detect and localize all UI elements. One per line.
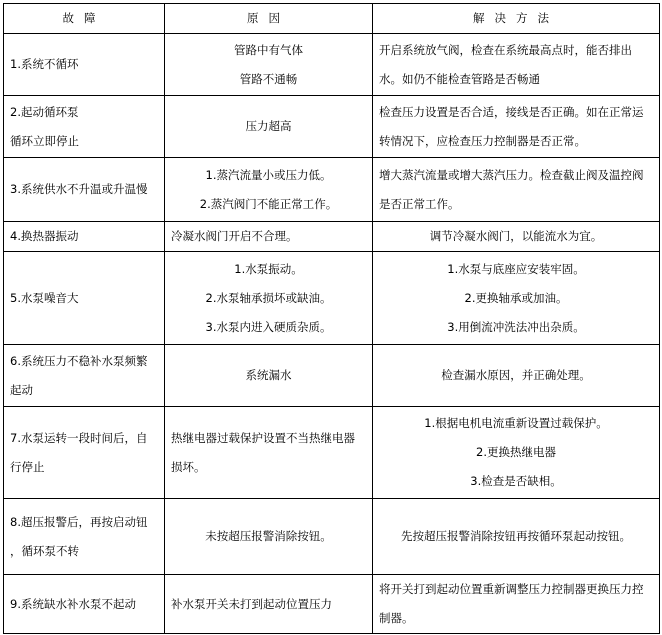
cause-text: 3.水泵内进入硬质杂质。 <box>205 319 332 334</box>
fault-text: 起动 <box>10 382 33 397</box>
cause-text: 2.水泵轴承损坏或缺油。 <box>205 290 332 305</box>
fault-text: 7.水泵运转一段时间后，自行停止 <box>10 430 148 474</box>
header-cause: 原因 <box>165 4 373 34</box>
troubleshooting-table <box>3 3 660 634</box>
cause-text: 热继电器过载保护设置不当热继电器损坏。 <box>171 430 355 474</box>
cause-cell <box>165 34 373 96</box>
cause-cell <box>165 499 373 575</box>
cause-cell <box>165 575 373 634</box>
header-row <box>4 4 660 34</box>
solution-cell <box>373 96 660 158</box>
fault-cell <box>4 34 165 96</box>
solution-cell <box>373 407 660 499</box>
cause-text: 未按超压报警消除按钮。 <box>205 529 332 543</box>
fault-text: 循环立即停止 <box>10 133 79 148</box>
fault-cell <box>4 345 165 407</box>
cause-text: 管路中有气体 <box>234 42 303 57</box>
solution-text: 2.更换轴承或加油。 <box>464 290 568 305</box>
cause-text: 1.蒸汽流量小或压力低。 <box>205 167 332 182</box>
table-row <box>4 575 660 634</box>
fault-text: 3.系统供水不升温或升温慢 <box>10 182 148 196</box>
cause-text: 管路不通畅 <box>239 71 298 86</box>
fault-cell <box>4 222 165 252</box>
table-row <box>4 34 660 96</box>
solution-text: 2.更换热继电器 <box>476 445 556 459</box>
fault-cell <box>4 252 165 345</box>
solution-text: 检查压力设置是否合适，接线是否正确。如在正常运转情况下，应检查压力控制器是否正常。 <box>379 104 644 148</box>
solution-text: 1.根据电机电流重新设置过载保护。 <box>424 416 608 430</box>
solution-text: 3.用倒流冲洗法冲出杂质。 <box>447 319 585 334</box>
fault-cell <box>4 96 165 158</box>
solution-text: 开启系统放气阀，检查在系统最高点时，能否排出水。如仍不能检查管路是否畅通 <box>379 42 632 86</box>
fault-text: ，循环泵不转 <box>10 543 79 558</box>
cause-text: 冷凝水阀门开启不合理。 <box>171 229 298 243</box>
fault-text: 5.水泵噪音大 <box>10 290 79 305</box>
solution-cell <box>373 499 660 575</box>
cause-text: 系统漏水 <box>245 368 292 382</box>
table-row <box>4 407 660 499</box>
solution-cell <box>373 345 660 407</box>
solution-text: 1.水泵与底座应安装牢固。 <box>447 261 585 276</box>
fault-cell <box>4 158 165 222</box>
fault-text: 2.起动循环泵 <box>10 104 79 119</box>
table-row <box>4 345 660 407</box>
table-row <box>4 252 660 345</box>
header-solution: 解决方法 <box>373 4 660 34</box>
fault-text: 9.系统缺水补水泵不起动 <box>10 596 136 611</box>
fault-text: 8.超压报警后，再按启动钮 <box>10 514 148 529</box>
solution-cell <box>373 34 660 96</box>
table-row <box>4 158 660 222</box>
solution-text: 增大蒸汽流量或增大蒸汽压力。检查截止阀及温控阀是否正常工作。 <box>379 167 644 211</box>
cause-cell <box>165 96 373 158</box>
table-row <box>4 222 660 252</box>
cause-text: 2.蒸汽阀门不能正常工作。 <box>199 196 338 211</box>
cause-cell <box>165 252 373 345</box>
solution-text: 检查漏水原因，并正确处理。 <box>441 368 591 382</box>
cause-text: 1.水泵振动。 <box>234 261 303 276</box>
table-row <box>4 499 660 575</box>
header-fault: 故障 <box>4 4 165 34</box>
solution-cell <box>373 158 660 222</box>
cause-cell <box>165 158 373 222</box>
cause-cell <box>165 345 373 407</box>
cause-cell <box>165 222 373 252</box>
solution-cell <box>373 252 660 345</box>
solution-text: 3.检查是否缺相。 <box>470 474 562 488</box>
fault-cell <box>4 407 165 499</box>
cause-text: 压力超高 <box>245 119 292 133</box>
fault-text: 6.系统压力不稳补水泵频繁 <box>10 353 148 368</box>
fault-text: 4.换热器振动 <box>10 229 79 243</box>
fault-text: 1.系统不循环 <box>10 57 79 71</box>
fault-cell <box>4 575 165 634</box>
solution-text: 调节冷凝水阀门，以能流水为宜。 <box>429 229 603 243</box>
cause-cell <box>165 407 373 499</box>
solution-text: 先按超压报警消除按钮再按循环泵起动按钮。 <box>401 529 631 543</box>
fault-cell <box>4 499 165 575</box>
solution-cell <box>373 575 660 634</box>
solution-cell <box>373 222 660 252</box>
cause-text: 补水泵开关未打到起动位置压力 <box>171 596 332 611</box>
solution-text: 将开关打到起动位置重新调整压力控制器更换压力控制器。 <box>379 582 644 625</box>
table-row <box>4 96 660 158</box>
